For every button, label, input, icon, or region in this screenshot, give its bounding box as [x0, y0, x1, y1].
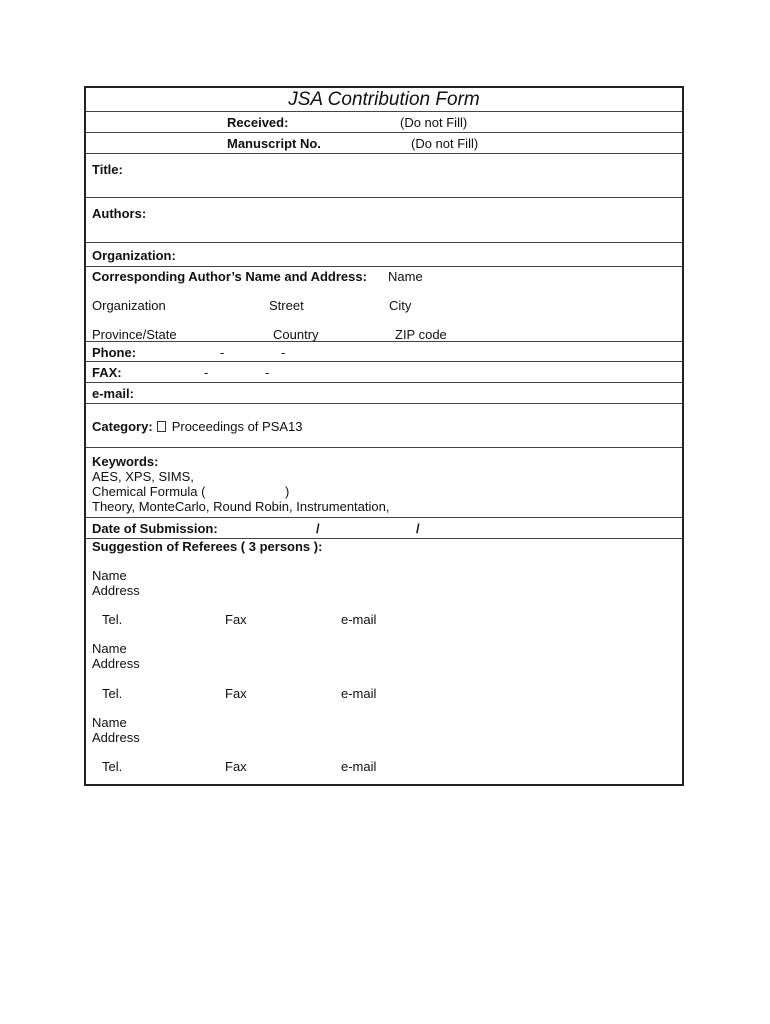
referee-tel-label: Tel. — [102, 686, 123, 701]
authors-field-label: Authors: — [92, 206, 147, 221]
form-title-row — [86, 88, 682, 112]
keywords-chemical-formula: Chemical Formula ( — [92, 484, 206, 499]
referees-section — [86, 539, 682, 786]
category-row — [86, 404, 682, 448]
submission-date-label: Date of Submission: — [92, 521, 218, 536]
keywords-label: Keywords: — [92, 454, 159, 469]
date-separator: / — [316, 521, 320, 536]
submission-date-row[interactable] — [86, 518, 682, 539]
referee-name-label: Name — [92, 641, 127, 656]
corresponding-zip-label: ZIP code — [395, 327, 447, 342]
corresponding-organization-label: Organization — [92, 298, 166, 313]
category-line — [92, 419, 303, 434]
fax-label: FAX: — [92, 365, 122, 380]
phone-separator: - — [281, 345, 286, 360]
fax-separator: - — [204, 365, 209, 380]
referee-email-label: e-mail — [341, 612, 377, 627]
referee-tel-label: Tel. — [102, 759, 123, 774]
corresponding-province-label: Province/State — [92, 327, 177, 342]
referee-address-label: Address — [92, 583, 140, 598]
corresponding-author-label: Corresponding Author’s Name and Address: — [92, 269, 367, 284]
phone-separator: - — [220, 345, 225, 360]
phone-row[interactable] — [86, 342, 682, 362]
fax-row[interactable] — [86, 362, 682, 383]
corresponding-city-label: City — [389, 298, 412, 313]
email-row[interactable] — [86, 383, 682, 404]
authors-field-row[interactable] — [86, 198, 682, 243]
corresponding-street-label: Street — [269, 298, 304, 313]
referee-email-label: e-mail — [341, 759, 377, 774]
referees-label: Suggestion of Referees ( 3 persons ): — [92, 539, 323, 554]
referee-email-label: e-mail — [341, 686, 377, 701]
keywords-row — [86, 448, 682, 518]
manuscript-label: Manuscript No. — [227, 136, 321, 151]
referee-name-label: Name — [92, 715, 127, 730]
received-row — [86, 112, 682, 133]
email-label: e-mail: — [92, 386, 134, 401]
organization-field-label: Organization: — [92, 248, 176, 263]
fax-separator: - — [265, 365, 270, 380]
keywords-line: Theory, MonteCarlo, Round Robin, Instrumentation, — [92, 499, 390, 514]
keywords-chemical-formula-close: ) — [285, 484, 290, 499]
category-label: Category: — [92, 419, 153, 434]
corresponding-author-row[interactable] — [86, 267, 682, 342]
received-note: (Do not Fill) — [400, 115, 468, 130]
received-label: Received: — [227, 115, 289, 130]
form-title: JSA Contribution Form — [288, 89, 480, 110]
referee-fax-label: Fax — [225, 612, 247, 627]
contribution-form — [84, 86, 684, 786]
title-field-row[interactable] — [86, 154, 682, 198]
referee-address-label: Address — [92, 730, 140, 745]
keywords-line: AES, XPS, SIMS, — [92, 469, 194, 484]
manuscript-row — [86, 133, 682, 154]
corresponding-country-label: Country — [273, 327, 319, 342]
date-separator: / — [416, 521, 420, 536]
referee-tel-label: Tel. — [102, 612, 123, 627]
organization-field-row[interactable] — [86, 243, 682, 267]
title-field-label: Title: — [92, 162, 123, 177]
category-checkbox[interactable] — [157, 421, 166, 432]
manuscript-note: (Do not Fill) — [411, 136, 479, 151]
referee-address-label: Address — [92, 656, 140, 671]
phone-label: Phone: — [92, 345, 137, 360]
referee-fax-label: Fax — [225, 686, 247, 701]
corresponding-name-label: Name — [388, 269, 423, 284]
referee-name-label: Name — [92, 568, 127, 583]
category-option-label: Proceedings of PSA13 — [171, 419, 303, 434]
referee-fax-label: Fax — [225, 759, 247, 774]
